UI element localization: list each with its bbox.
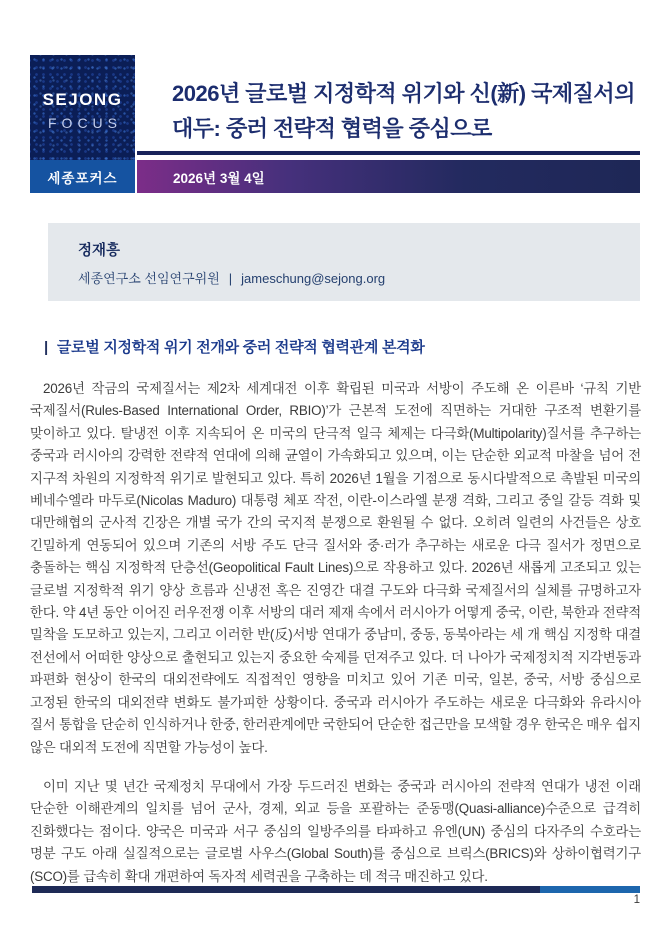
logo-text-sejong: SEJONG	[42, 90, 123, 109]
section-heading-marker: |	[44, 339, 48, 356]
sejong-focus-logo	[30, 55, 135, 160]
author-box	[48, 223, 640, 301]
footer-bar	[32, 886, 640, 893]
series-label: 세종포커스	[30, 160, 135, 193]
author-meta	[78, 268, 640, 287]
page-number: 1	[633, 894, 640, 906]
body-paragraph-2: 이미 지난 몇 년간 국제정치 무대에서 가장 두드러진 변화는 중국과 러시아의 전략적 연대가 냉전 이래 단순한 이해관계의 일치를 넘어 군사, 경제, 외교 등을 포괄하는 준동맹(Quasi-alliance)수준으로 급격히 진화했다는 점이다. 양국은 미국과 서구 중심의 일방주의를 타파하고 유엔(UN) 중심의 다자주의 수호라는 명분 구도 아래 실질적으로는 글로벌 사우스(Global South)를 중심으로 브릭스(BRICS)와 상하이협력기구(SCO)를 급속히 확대 개편하여 독자적 세력권을 구축하는 데 적극 매진하고 있다.	[30, 778, 641, 884]
publication-date-text: 2026년 3월 4일	[173, 170, 265, 186]
author-email[interactable]: jameschung@sejong.org	[241, 271, 386, 286]
document-title	[172, 76, 652, 146]
header-rule	[137, 151, 640, 155]
date-bar	[30, 160, 640, 193]
author-separator: |	[228, 271, 233, 286]
section-heading-text: 글로벌 지정학적 위기 전개와 중러 전략적 협력관계 본격화	[56, 339, 425, 356]
footer-bar-dark-segment	[32, 886, 540, 893]
logo-text-focus: FOCUS	[48, 115, 122, 131]
document-title-line2: 대두: 중러 전략적 협력을 중심으로	[172, 116, 492, 141]
author-name: 정재흥	[78, 243, 121, 259]
section-heading	[30, 336, 641, 357]
publication-date	[137, 160, 640, 193]
footer-bar-light-segment	[540, 886, 640, 893]
author-affiliation: 세종연구소 선임연구위원	[78, 271, 220, 286]
document-title-line1: 2026년 글로벌 지정학적 위기와 신(新) 국제질서의	[172, 81, 635, 106]
body-paragraph-1: 2026년 작금의 국제질서는 제2차 세계대전 이후 확립된 미국과 서방이 주도해 온 이른바 ‘규칙 기반 국제질서(Rules-Based International Order, RBIO)’가 근본적 도전에 직면하는 거대한 구조적 변환기를 맞이하고 있다. 탈냉전 이후 지속되어 온 미국의 단극적 일극 체제는 다극화(Multipolarity)질서를 추구하는 중국과 러시아의 강력한 전략적 연대에 의해 균열이 가속화되고 있으며, 이는 단순한 외교적 마찰을 넘어 전 지구적 차원의 지정학적 위기로 발현되고 있다. 특히 2026년 1월을 기점으로 동시다발적으로 촉발된 미국의 베네수엘라 마두로(Nicolas Maduro) 대통령 체포 작전, 이란-이스라엘 분쟁 격화, 그리고 중일 갈등 격화 및 대만해협의 군사적 긴장은 개별 국가 간의 국지적 분쟁으로 환원될 수 없다. 오히려 일련의 사건들은 상호 긴밀하게 연동되어 있으며 기존의 서방 주도 단극 질서와 중·러가 추구하는 새로운 다극 질서가 정면으로 충돌하는 핵심 지정학적 단층선(Geopolitical Fault Lines)으로 작용하고 있다. 2026년 새롭게 고조되고 있는 글로벌 지정학적 위기 양상 흐름과 신냉전 혹은 진영간 대결 구도와 다극화 국제질서의 실체를 규명하고자 한다. 약 4년 동안 이어진 러우전쟁 이후 서방의 대러 제재 속에서 러시아가 어떻게 중국, 이란, 북한과 전략적 밀착을 도모하고 있는지, 그리고 이러한 반(反)서방 연대가 중남미, 중동, 동북아라는 세 개 핵심 지정학 대결 전선에서 어떠한 양상으로 출현되고 있는지 중요한 숙제를 던져주고 있다. 더 나아가 국제정치적 지각변동과 파편화 현상이 한국의 대외전략에도 직접적인 영향을 미치고 있어 기존 미국, 일본, 중국, 서방 중심으로 고정된 한국의 대외전략 변화도 불가피한 상황이다. 중국과 러시아가 주도하는 새로운 다극화와 유라시아 질서 통합을 단순히 인식하거나 한중, 한러관계에만 국한되어 단순한 접근만을 모색할 경우 한국은 매우 쉽지 않은 대외적 도전에 직면할 가능성이 높다.	[30, 381, 641, 755]
article-body	[30, 336, 641, 888]
